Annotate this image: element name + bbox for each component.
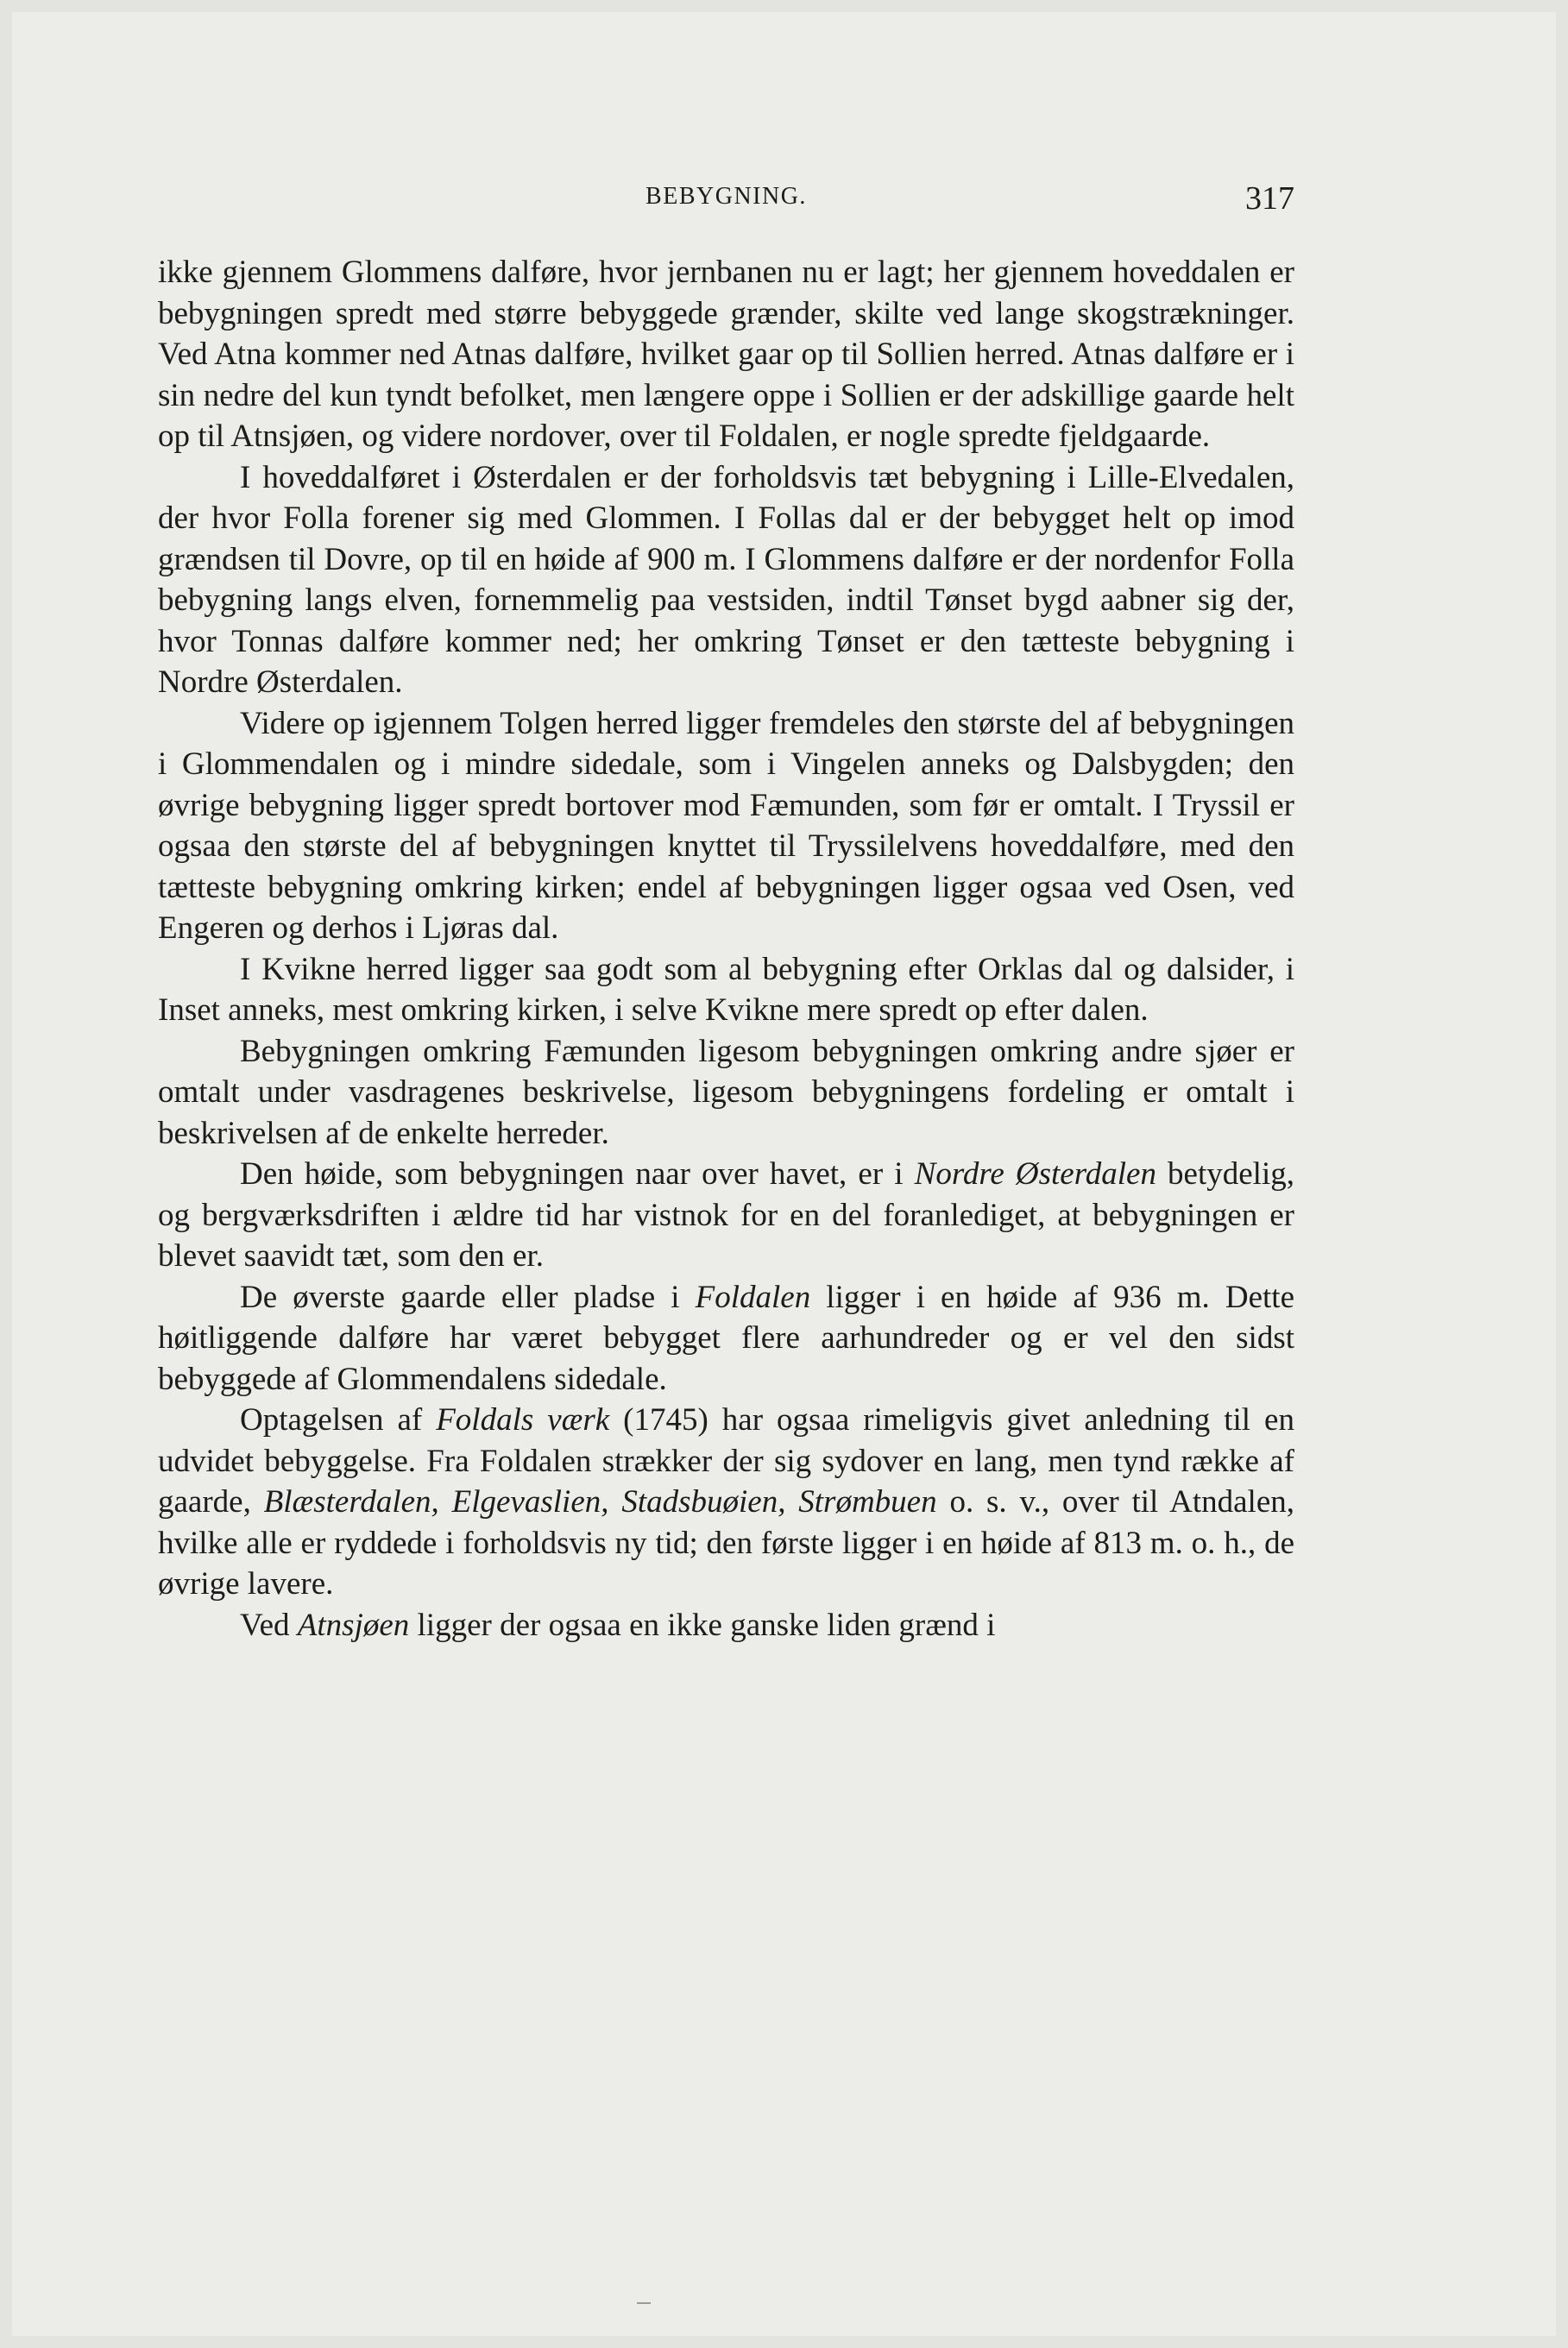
paragraph-text: I Kvikne herred ligger saa godt som al bebygning efter Orklas dal og dalsider, i Inset anneks, mest omkring kirken, i selve Kvikne mere spredt op efter dalen. — [158, 951, 1294, 1028]
paragraph — [158, 949, 1294, 1031]
paragraph-text: Bebygningen omkring Fæmunden ligesom bebygningen omkring andre sjøer er omtalt under vasdragenes beskrivelse, ligesom bebygningens fordeling er omtalt i beskrivelsen af de enkelte herreder. — [158, 1033, 1294, 1151]
italic-place-name: Foldalen — [695, 1279, 811, 1315]
paragraph-text: o. s. v., over til Atndalen, hvilke alle er ryddede i forholdsvis ny tid; den første ligger i en høide af 813 m. o. h., de øvrige lavere. — [158, 1484, 1294, 1602]
paragraph — [158, 1605, 1294, 1646]
paragraph-text: I hoveddalføret i Østerdalen er der forholdsvis tæt bebygning i Lille-Elvedalen, der hvor Folla forener sig med Glommen. I Follas dal er der bebygget helt op imod grændsen til Dovre, op til en høide af 900 m. I Glommens dalføre er der nordenfor Folla bebygning langs elven, fornemmelig paa vestsiden, indtil Tønset bygd aabner sig der, hvor Tonnas dalføre kommer ned; her omkring Tønset er den tætteste bebygning i Nordre Østerdalen. — [158, 459, 1294, 700]
paragraph — [158, 1400, 1294, 1605]
paragraph — [158, 1031, 1294, 1155]
italic-place-name: Blæsterdalen, Elgevaslien, Stadsbuøien, Strømbuen — [263, 1484, 937, 1520]
paragraph-text: De øverste gaarde eller pladse i — [240, 1279, 696, 1315]
paragraph — [158, 1277, 1294, 1401]
page-number: 317 — [1245, 180, 1294, 217]
paragraph-text: betydelig, og bergværksdriften i ældre tid har vistnok for en del foranlediget, at bebygningen er blevet saavidt tæt, som den er. — [158, 1156, 1294, 1274]
running-head — [158, 179, 1294, 217]
paragraph — [158, 703, 1294, 949]
italic-place-name: Atnsjøen — [297, 1607, 410, 1643]
paragraph-text: Ved — [240, 1607, 298, 1643]
paragraph-text: ligger i en høide af 936 m. Dette høitliggende dalføre har været bebygget flere aarhundreder og er vel den sidst bebyggede af Glommendalens sidedale. — [158, 1279, 1295, 1397]
paragraph-text: Optagelsen af — [240, 1402, 437, 1438]
running-title: BEBYGNING. — [645, 183, 807, 210]
italic-place-name: Foldals værk — [436, 1402, 610, 1438]
paragraph — [158, 252, 1294, 457]
paragraph-text: Den høide, som bebygningen naar over havet, er i — [240, 1156, 915, 1192]
bottom-dash-mark — [637, 2302, 651, 2304]
italic-place-name: Nordre Østerdalen — [914, 1156, 1156, 1192]
paragraph — [158, 1154, 1294, 1277]
paragraph-text: ikke gjennem Glommens dalføre, hvor jernbanen nu er lagt; her gjennem hoveddalen er bebygningen spredt med større bebyggede grænder, skilte ved lange skogstrækninger. Ved Atna kommer ned Atnas dalføre, hvilket gaar op til Sollien herred. Atnas dalføre er i sin nedre del kun tyndt befolket, men længere oppe i Sollien er der adskillige gaarde helt op til Atnsjøen, og videre nordover, over til Foldalen, er nogle spredte fjeldgaarde. — [158, 255, 1294, 454]
paragraph-text: Videre op igjennem Tolgen herred ligger fremdeles den største del af bebygningen i Glommendalen og i mindre sidedale, som i Vingelen anneks og Dalsbygden; den øvrige bebygning ligger spredt bortover mod Fæmunden, som før er omtalt. I Tryssil er ogsaa den største del af bebygningen knyttet til Tryssilelvens hoveddalføre, med den tætteste bebygning omkring kirken; endel af bebygningen ligger ogsaa ved Osen, ved Engeren og derhos i Ljøras dal. — [158, 705, 1294, 946]
body-text — [158, 252, 1294, 1646]
paragraph-text: ligger der ogsaa en ikke ganske liden grænd i — [409, 1607, 996, 1643]
paragraph — [158, 457, 1294, 703]
paragraph-text: (1745) har ogsaa rimeligvis givet anledning til en udvidet bebyggelse. Fra Foldalen strækker der sig sydover en lang, men tynd række af gaarde, — [158, 1402, 1294, 1520]
